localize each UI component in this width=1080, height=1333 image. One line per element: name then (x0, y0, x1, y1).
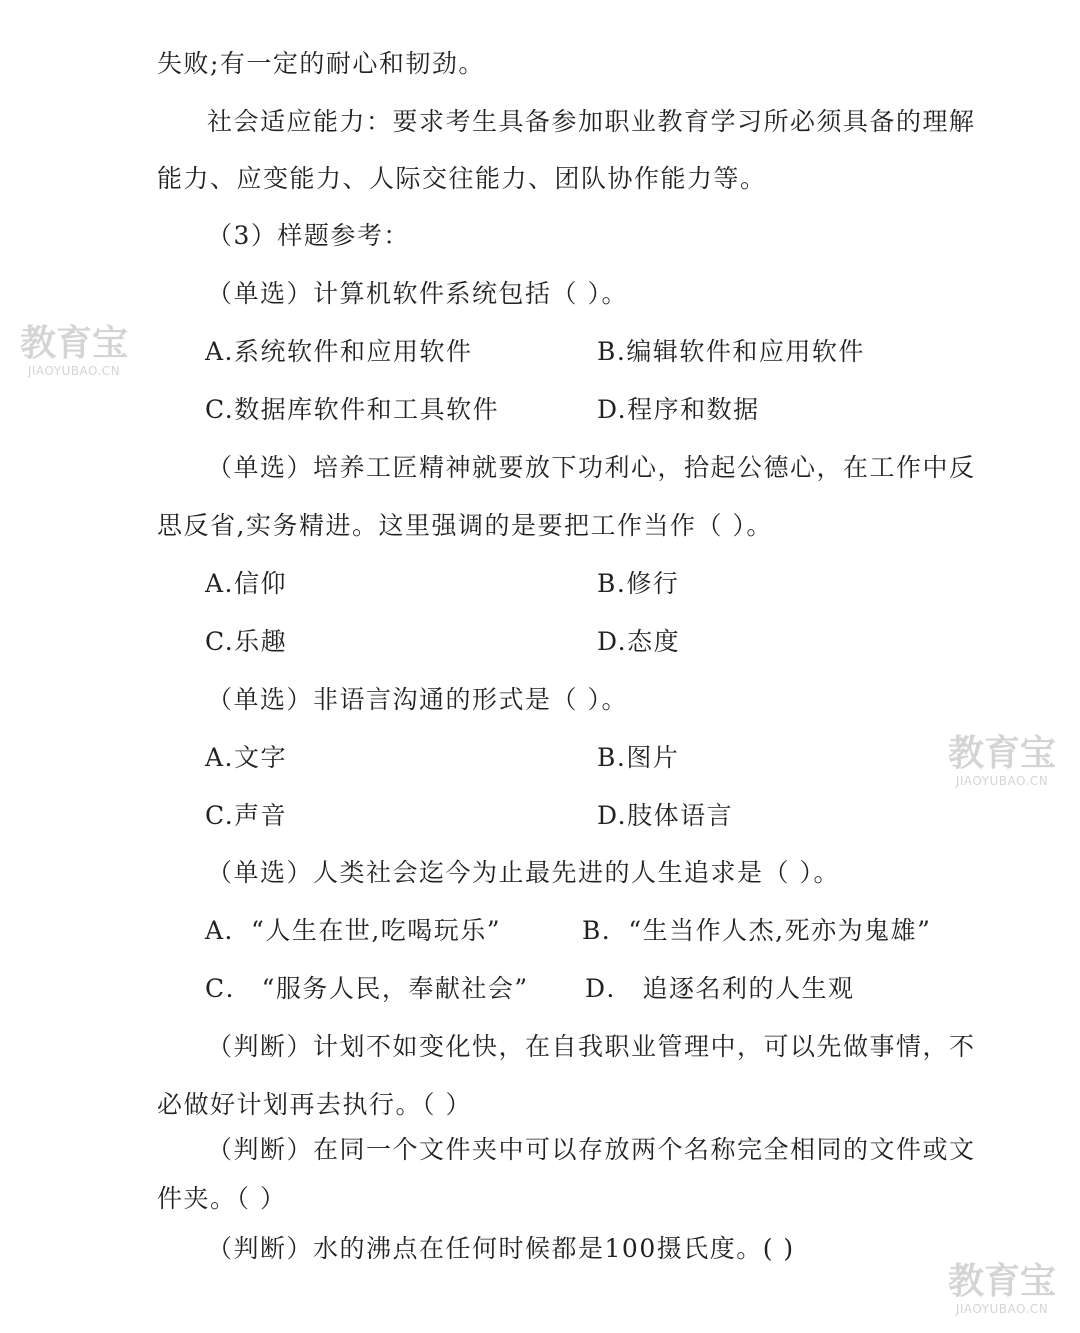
question-stem: 思反省,实务精进。这里强调的是要把工作当作（ ）。 (157, 511, 773, 540)
paragraph-line: 能力、应变能力、人际交往能力、团队协作能力等。 (157, 164, 767, 193)
option-d: D． 追逐名利的人生观 (585, 974, 855, 1003)
option-b: B.编辑软件和应用软件 (597, 337, 865, 366)
option-c: C.声音 (205, 801, 288, 830)
option-d: D.程序和数据 (597, 395, 760, 424)
watermark-domain: JIAOYUBAO.CN (27, 364, 121, 378)
watermark-logo (946, 1262, 1058, 1316)
watermark-logo (946, 734, 1058, 788)
option-d: D.肢体语言 (597, 801, 734, 830)
option-c: C． “服务人民，奉献社会” (205, 974, 529, 1003)
option-d: D.态度 (597, 627, 681, 656)
option-a: A．“人生在世,吃喝玩乐” (205, 916, 502, 945)
question-stem: 必做好计划再去执行。（ ） (157, 1090, 472, 1119)
question-stem: （单选）人类社会迄今为止最先进的人生追求是（ ）。 (207, 858, 840, 887)
option-c: C.数据库软件和工具软件 (205, 395, 500, 424)
question-stem: 件夹。（ ） (157, 1184, 287, 1213)
question-stem: （单选）培养工匠精神就要放下功利心，拾起公德心，在工作中反 (207, 453, 976, 482)
question-stem: （单选）非语言沟通的形式是（ ）。 (207, 685, 628, 714)
option-c: C.乐趣 (205, 627, 288, 656)
option-b: B.修行 (597, 569, 680, 598)
option-b: B.图片 (597, 743, 680, 772)
question-stem: （判断）在同一个文件夹中可以存放两个名称完全相同的文件或文 (207, 1135, 976, 1164)
watermark-domain: JIAOYUBAO.CN (955, 1302, 1049, 1316)
watermark-brand: 教育宝 (19, 323, 128, 364)
question-stem: （判断）水的沸点在任何时候都是100摄氏度。( ) (207, 1234, 795, 1263)
paragraph-line: 社会适应能力：要求考生具备参加职业教育学习所必须具备的理解 (207, 107, 976, 136)
watermark-logo (18, 324, 130, 378)
question-stem: （单选）计算机软件系统包括（ ）。 (207, 279, 628, 308)
option-a: A.系统软件和应用软件 (205, 337, 473, 366)
option-a: A.文字 (205, 743, 288, 772)
watermark-brand: 教育宝 (947, 733, 1056, 774)
paragraph-line: 失败;有一定的耐心和韧劲。 (157, 49, 485, 78)
option-b: B．“生当作人杰,死亦为鬼雄” (582, 916, 932, 945)
watermark-brand: 教育宝 (947, 1261, 1056, 1302)
section-heading: （3）样题参考： (207, 221, 410, 250)
option-a: A.信仰 (205, 569, 288, 598)
watermark-domain: JIAOYUBAO.CN (955, 774, 1049, 788)
question-stem: （判断）计划不如变化快，在自我职业管理中，可以先做事情，不 (207, 1032, 976, 1061)
